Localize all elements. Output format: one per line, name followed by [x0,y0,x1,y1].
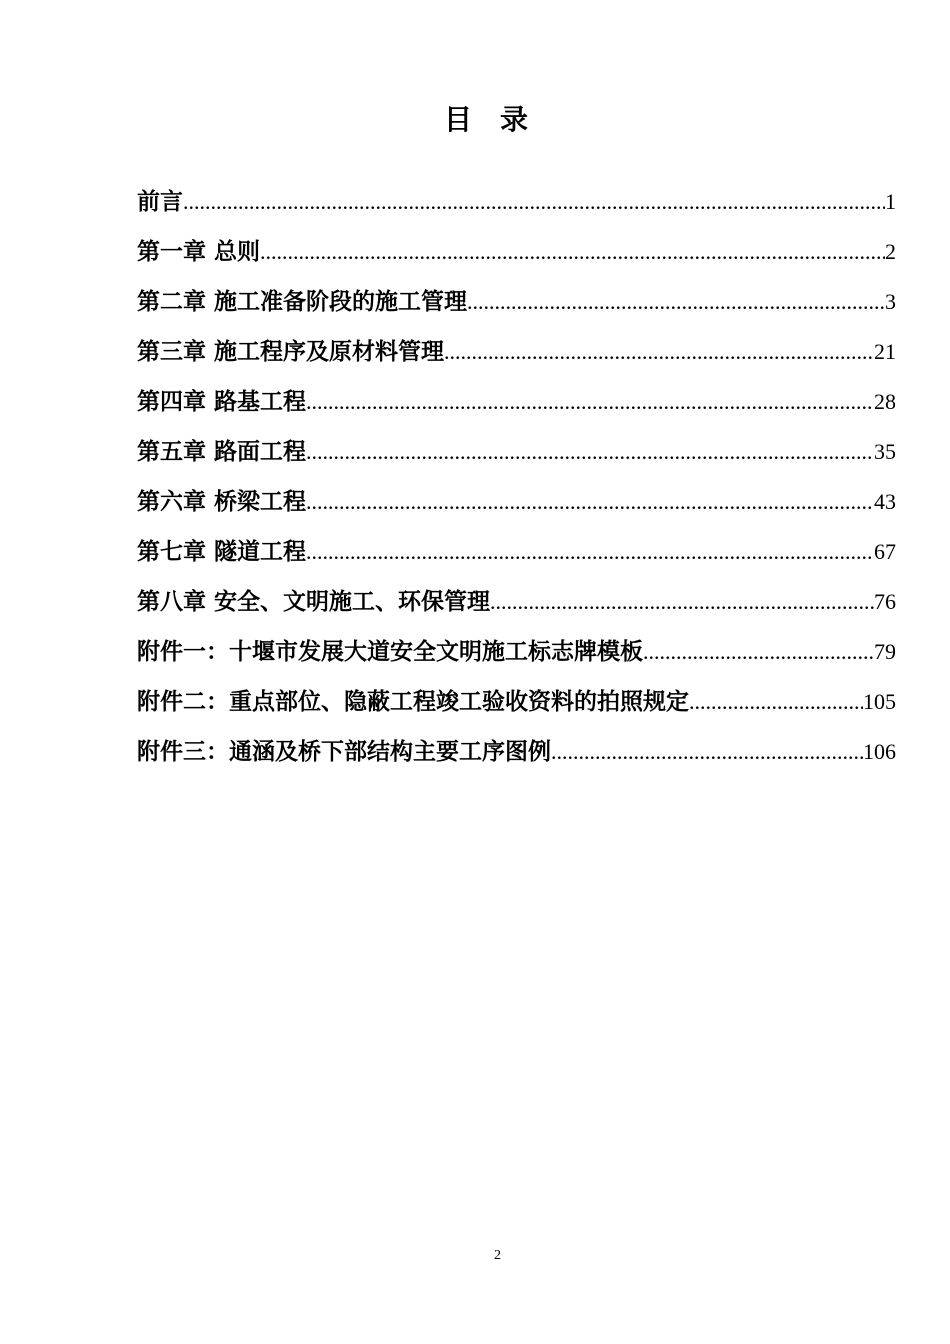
toc-entry-chapter-4[interactable] [137,377,896,427]
toc-entry-label: 第二章 施工准备阶段的施工管理 [137,289,468,315]
toc-entry-label: 第五章 路面工程 [137,439,307,465]
toc-dot-leader [183,182,885,222]
toc-dot-leader [444,332,874,372]
toc-entry-appendix-3[interactable] [137,727,896,777]
toc-entry-chapter-6[interactable] [137,477,896,527]
toc-dot-leader [490,582,874,622]
toc-dot-leader [689,682,863,722]
toc-entry-page: 79 [874,639,896,664]
toc-entry-page: 35 [874,439,896,464]
toc-dot-leader [306,532,874,572]
table-of-contents [137,177,896,777]
toc-entry-label: 附件三：通涵及桥下部结构主要工序图例 [137,739,551,765]
toc-entry-label: 附件一：十堰市发展大道安全文明施工标志牌模板 [137,639,643,665]
toc-entry-label: 第七章 隧道工程 [137,539,307,565]
toc-entry-chapter-1[interactable] [137,227,896,277]
toc-entry-label: 第四章 路基工程 [137,389,307,415]
toc-entry-appendix-1[interactable] [137,627,896,677]
toc-entry-page: 3 [885,289,896,314]
toc-dot-leader [306,432,874,472]
toc-dot-leader [260,232,885,272]
toc-entry-page: 2 [885,239,896,264]
toc-dot-leader [467,282,885,322]
toc-entry-page: 28 [874,389,896,414]
toc-entry-label: 第三章 施工程序及原材料管理 [137,339,445,365]
toc-entry-label: 第八章 安全、文明施工、环保管理 [137,589,491,615]
toc-entry-page: 43 [874,489,896,514]
toc-entry-chapter-2[interactable] [137,277,896,327]
toc-dot-leader [306,382,874,422]
toc-entry-page: 105 [863,689,896,714]
toc-dot-leader [306,482,874,522]
toc-dot-leader [551,732,863,772]
toc-entry-page: 67 [874,539,896,564]
toc-entry-preface[interactable] [137,177,896,227]
toc-entry-chapter-3[interactable] [137,327,896,377]
page-number: 2 [494,1248,501,1263]
toc-entry-chapter-5[interactable] [137,427,896,477]
toc-entry-label: 前言 [137,189,183,215]
toc-entry-page: 106 [863,739,896,764]
toc-entry-label: 附件二：重点部位、隐蔽工程竣工验收资料的拍照规定 [137,689,689,715]
toc-entry-page: 21 [874,339,896,364]
toc-dot-leader [643,632,874,672]
toc-entry-chapter-7[interactable] [137,527,896,577]
toc-entry-appendix-2[interactable] [137,677,896,727]
toc-entry-page: 1 [885,189,896,214]
toc-entry-label: 第一章 总则 [137,239,261,265]
page-title: 目录 [443,103,556,136]
toc-entry-chapter-8[interactable] [137,577,896,627]
toc-entry-page: 76 [874,589,896,614]
toc-entry-label: 第六章 桥梁工程 [137,489,307,515]
